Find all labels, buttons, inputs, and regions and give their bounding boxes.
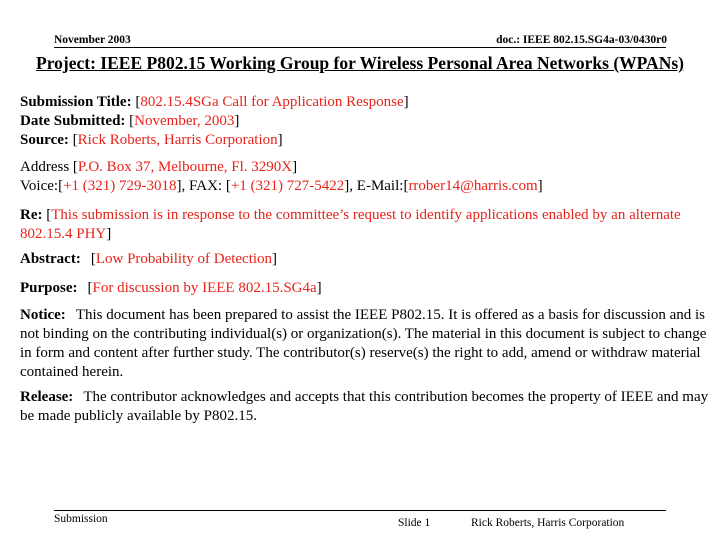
purpose-value: For discussion by IEEE 802.15.SG4a [92, 280, 317, 296]
source-value: Rick Roberts, Harris Corporation [77, 132, 278, 148]
address-value: P.O. Box 37, Melbourne, Fl. 3290X [77, 159, 293, 175]
contact-line: Voice:[+1 (321) 729-3018], FAX: [+1 (321) 727-5422], E-Mail:[rrober14@harris.com] [20, 178, 543, 194]
voice-value: +1 (321) 729-3018 [63, 178, 177, 194]
email-value: rrober14@harris.com [408, 178, 538, 194]
header-doc-id: doc.: IEEE 802.15.SG4a-03/0430r0 [496, 34, 667, 46]
purpose-line: Purpose: [For discussion by IEEE 802.15.SG4a] [20, 280, 322, 296]
date-submitted-value: November, 2003 [134, 113, 235, 129]
release-paragraph [20, 388, 712, 426]
date-submitted-label: Date Submitted: [20, 113, 126, 129]
notice-paragraph [20, 306, 712, 382]
source-line: Source: [Rick Roberts, Harris Corporation] [20, 132, 283, 148]
re-line: Re: [This submission is in response to the committee’s request to identify applications enabled by an alternate 802.15.4 PHY] [20, 207, 681, 242]
footer-author: Rick Roberts, Harris Corporation [471, 517, 625, 529]
release-label: Release: [20, 389, 74, 405]
abstract-value: Low Probability of Detection [95, 251, 273, 267]
page-title: Project: IEEE P802.15 Working Group for Wireless Personal Area Networks (WPANs) [36, 53, 684, 73]
submission-title-value: 802.15.4SGa Call for Application Response [140, 94, 404, 110]
header-divider [54, 47, 666, 48]
source-label: Source: [20, 132, 69, 148]
notice-text: This document has been prepared to assist the IEEE P802.15. It is offered as a basis for discussion and is not binding on the contributing individual(s) or organization(s). The material in this document is subject to change in form and content after further study. The contributor(s) reserve(s) the right to add, amend or withdraw material contained herein. [20, 307, 707, 380]
address-label: Address [20, 159, 70, 175]
re-label: Re: [20, 207, 43, 223]
voice-label: Voice: [20, 178, 59, 194]
document-body [20, 93, 712, 426]
date-submitted-line: Date Submitted: [November, 2003] [20, 113, 240, 129]
release-text: The contributor acknowledges and accepts that this contribution becomes the property of IEEE and may be made publicly available by P802.15. [20, 389, 709, 424]
abstract-line: Abstract: [Low Probability of Detection] [20, 251, 278, 267]
footer-divider [54, 510, 666, 511]
fax-label: , FAX: [181, 178, 223, 194]
fax-value: +1 (321) 727-5422 [230, 178, 345, 194]
submission-title-label: Submission Title: [20, 94, 132, 110]
abstract-label: Abstract: [20, 251, 81, 267]
address-line: Address [P.O. Box 37, Melbourne, Fl. 3290X] [20, 159, 298, 175]
submission-title-line: Submission Title: [802.15.4SGa Call for Application Response] [20, 94, 409, 110]
re-value: This submission is in response to the committee’s request to identify applications enabled by an alternate 802.15.4 PHY [20, 207, 681, 242]
footer-slide-number: Slide 1 [398, 517, 431, 529]
header-date: November 2003 [54, 34, 131, 46]
email-label: , E-Mail: [349, 178, 404, 194]
notice-label: Notice: [20, 307, 66, 323]
footer-submission: Submission [54, 513, 108, 525]
purpose-label: Purpose: [20, 280, 78, 296]
